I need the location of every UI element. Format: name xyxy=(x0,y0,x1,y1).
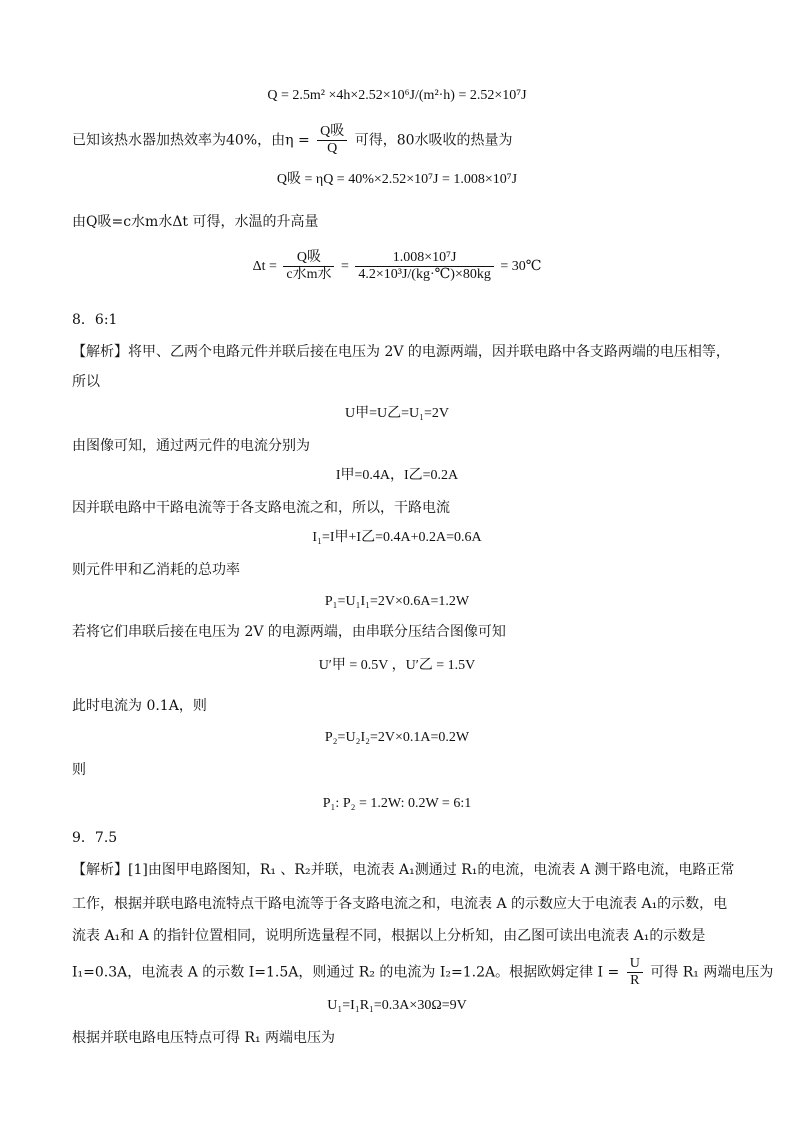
equation-power-2: P₂=U₂I₂=2V×0.1A=0.2W xyxy=(324,730,470,745)
fraction-denominator: Q xyxy=(327,141,338,156)
text-result: = 30℃ xyxy=(500,259,542,274)
fraction-delta-t-1 xyxy=(283,250,334,283)
fraction-denominator: c水m水 xyxy=(286,267,332,283)
equation-heat-absorbed: Q吸 = ηQ = 40%×2.52×10⁷J = 1.008×10⁷J xyxy=(276,172,518,187)
fraction-denominator: 4.2×10³J/(kg·℃)×80kg xyxy=(358,267,491,283)
fraction-numerator: U xyxy=(627,956,643,973)
analysis-9-line-1: 【解析】[1]由图甲电路图知，R₁ 、R₂并联，电流表 A₁测通过 R₁的电流，电流表 A 测干路电流，电路正常 xyxy=(72,862,735,878)
fraction-numerator: 1.008×10⁷J xyxy=(355,250,493,267)
analysis-9-line-3: 流表 A₁和 A 的指针位置相同，说明所选量程不同，根据以上分析知，由乙图可读出电流表 A₁的示数是 xyxy=(72,928,706,944)
analysis-9-line-2: 工作，根据并联电路电流特点干路电流等于各支路电流之和，电流表 A 的示数应大于电流表 A₁的示数，电 xyxy=(72,896,728,912)
equation-power-1: P₁=U₁I₁=2V×0.6A=1.2W xyxy=(324,594,470,609)
text-ohm-b: 可得 R₁ 两端电压为 xyxy=(650,964,774,981)
text-trunk-current: 因并联电路中干路电流等于各支路电流之和，所以，干路电流 xyxy=(72,500,450,516)
fraction-numerator: Q吸 xyxy=(317,124,347,141)
equation-trunk-current: I₁=I甲+I乙=0.4A+0.2A=0.6A xyxy=(312,530,482,545)
fraction-ohm-law xyxy=(627,956,643,989)
equation-temperature-rise xyxy=(0,250,794,284)
text-total-power: 则元件甲和乙消耗的总功率 xyxy=(72,562,240,578)
paragraph-temperature: 由Q吸=c水m水Δt 可得，水温的升高量 xyxy=(72,214,319,230)
analysis-8-line-1: 【解析】将甲、乙两个电路元件并联后接在电压为 2V 的电源两端，因并联电路中各支路两端的电压相等， xyxy=(72,344,730,360)
analysis-8-line-2: 所以 xyxy=(72,374,100,390)
fraction-delta-t-2 xyxy=(355,250,493,283)
equation-currents: I甲=0.4A，I乙=0.2A xyxy=(335,468,459,483)
text-then: 则 xyxy=(72,762,86,778)
equation-series-voltages: U′甲 = 0.5V ，U′乙 = 1.5V xyxy=(318,658,476,673)
text-series-current: 此时电流为 0.1A，则 xyxy=(72,698,207,714)
equation-voltage: U甲=U乙=U₁=2V xyxy=(344,406,449,421)
fraction-efficiency xyxy=(317,124,347,157)
paragraph-efficiency xyxy=(72,124,513,157)
text-final: 根据并联电路电压特点可得 R₁ 两端电压为 xyxy=(72,1030,336,1046)
analysis-9-line-4 xyxy=(72,956,773,989)
text-ohm-a: I₁=0.3A，电流表 A 的示数 I=1.5A，则通过 R₂ 的电流为 I₂=1.2A。根据欧姆定律 I = xyxy=(72,964,620,981)
text-efficiency-a: 已知该热水器加热效率为40%，由η = xyxy=(72,132,310,149)
equation-voltage-r1: U₁=I₁R₁=0.3A×30Ω=9V xyxy=(327,998,467,1013)
text-currents-intro: 由图像可知，通过两元件的电流分别为 xyxy=(72,438,310,454)
equation-heat-total: Q = 2.5m² ×4h×2.52×10⁶J/(m²·h) = 2.52×10⁷J xyxy=(267,88,527,103)
text-efficiency-b: 可得，80水吸收的热量为 xyxy=(354,132,513,149)
question-number-8: 8．6:1 xyxy=(72,312,118,328)
text-series: 若将它们串联后接在电压为 2V 的电源两端，由串联分压结合图像可知 xyxy=(72,624,506,640)
text-equals: = xyxy=(340,259,349,274)
fraction-denominator: R xyxy=(630,973,640,988)
fraction-numerator: Q吸 xyxy=(283,250,334,267)
equation-power-ratio: P₁: P₂ = 1.2W: 0.2W = 6:1 xyxy=(322,796,472,811)
text-delta-t: Δt = xyxy=(252,259,277,274)
question-number-9: 9．7.5 xyxy=(72,830,118,846)
